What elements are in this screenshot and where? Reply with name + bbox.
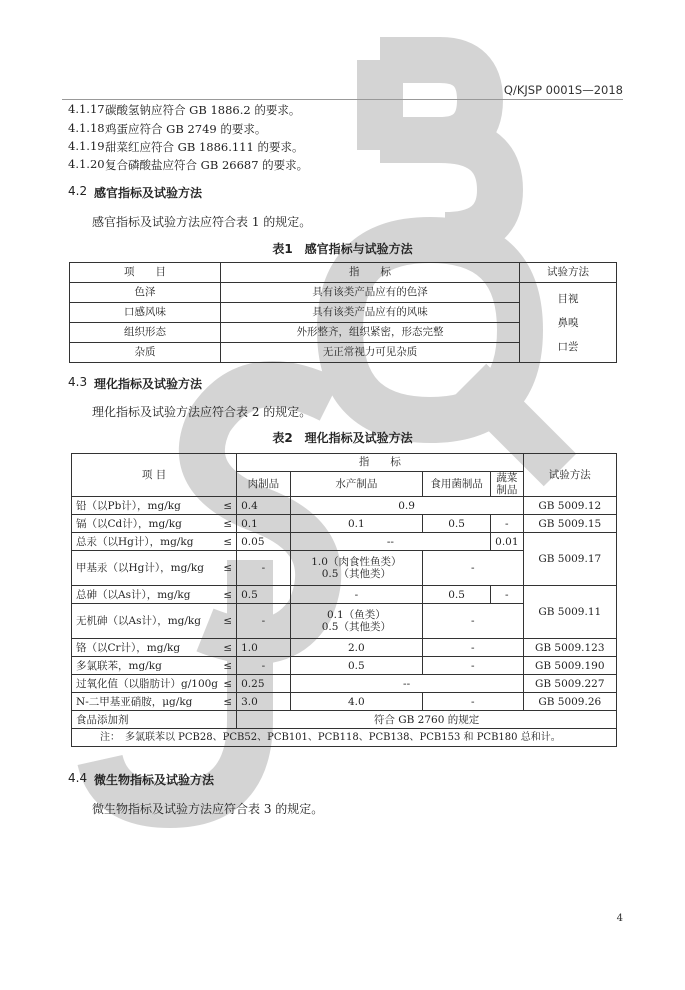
- row-index: 外形整齐，组织紧密，形态完整: [221, 323, 520, 343]
- table-row: [72, 639, 617, 657]
- section-number: 4.3: [68, 375, 88, 389]
- method: GB 5009.190: [523, 657, 616, 675]
- value-additives: 符合 GB 2760 的规定: [237, 711, 617, 729]
- method-smell: 鼻嗅: [557, 316, 579, 329]
- value-aquatic: 4.0: [290, 693, 422, 711]
- value-meat: -: [237, 551, 291, 586]
- header-rule: [62, 99, 623, 100]
- clause-4-1-18: [68, 121, 266, 137]
- value-rest: -: [423, 604, 524, 639]
- section-number: 4.2: [68, 184, 88, 198]
- table-row: [70, 283, 617, 303]
- section-4-3-paragraph: 理化指标及试验方法应符合表 2 的规定。: [92, 405, 312, 419]
- clause-4-1-20: [68, 157, 308, 173]
- row-label: 铅（以Pb计），mg/kg ≤: [72, 497, 237, 515]
- row-label: 食品添加剂: [72, 711, 237, 729]
- table-note: 注： 多氯联苯以 PCB28、PCB52、PCB101、PCB118、PCB138、PCB153 和 PCB180 总和计。: [72, 729, 617, 747]
- value-meat: 0.4: [237, 497, 291, 515]
- method-visual: 目视: [557, 292, 579, 305]
- clause-4-1-19: [68, 139, 303, 155]
- row-label: 多氯联苯，mg/kg ≤: [72, 657, 237, 675]
- section-4-4-paragraph: 微生物指标及试验方法应符合表 3 的规定。: [92, 802, 324, 816]
- subheader-vegetable: 蔬菜制品: [491, 472, 523, 497]
- value-mid: --: [290, 533, 490, 551]
- section-4-3-heading: [68, 375, 202, 392]
- value-aquatic: 1.0（肉食性鱼类） 0.5（其他类）: [290, 551, 422, 586]
- section-title: 理化指标及试验方法: [94, 377, 203, 391]
- table-note-row: [72, 729, 617, 747]
- header-index: 指 标: [237, 454, 523, 472]
- value-fungi: 0.5: [423, 515, 491, 533]
- subheader-fungi: 食用菌制品: [423, 472, 491, 497]
- table-row: [72, 675, 617, 693]
- value-meat: 3.0: [237, 693, 291, 711]
- clause-number: 4.1.17: [68, 102, 105, 116]
- row-item: 口感风味: [70, 303, 221, 323]
- value-fungi: 0.5: [423, 586, 491, 604]
- method: GB 5009.12: [523, 497, 616, 515]
- clause-4-1-17: [68, 102, 300, 118]
- section-number: 4.4: [68, 771, 88, 785]
- row-item: 杂质: [70, 343, 221, 363]
- method: GB 5009.11: [523, 586, 616, 639]
- physicochemical-table: [71, 453, 617, 747]
- value-meat: -: [237, 657, 291, 675]
- table-row: [72, 515, 617, 533]
- row-label: 铬（以Cr计），mg/kg ≤: [72, 639, 237, 657]
- table-row: [72, 657, 617, 675]
- value-meat: -: [237, 604, 291, 639]
- doc-code: Q/KJSP 0001S—2018: [503, 83, 623, 97]
- clause-text: 碳酸氢钠应符合 GB 1886.2 的要求。: [105, 103, 301, 117]
- table1-caption: 表1 感官指标与试验方法: [272, 242, 413, 256]
- section-4-2-heading: [68, 184, 202, 201]
- subheader-aquatic: 水产制品: [290, 472, 422, 497]
- section-4-2-paragraph: 感官指标及试验方法应符合表 1 的规定。: [92, 215, 312, 229]
- method: GB 5009.123: [523, 639, 616, 657]
- row-label: 总砷（以As计），mg/kg ≤: [72, 586, 237, 604]
- table2-caption: 表2 理化指标及试验方法: [272, 431, 413, 445]
- value-other: 0.9: [290, 497, 523, 515]
- header-method: 试验方法: [520, 263, 617, 283]
- header-item: 项 目: [72, 454, 237, 497]
- subheader-meat: 肉制品: [237, 472, 291, 497]
- row-index: 具有该类产品应有的风味: [221, 303, 520, 323]
- value-meat: 0.05: [237, 533, 291, 551]
- value-rest: -: [423, 657, 524, 675]
- table-row: [72, 693, 617, 711]
- value-rest: --: [290, 675, 523, 693]
- clause-number: 4.1.20: [68, 157, 105, 171]
- row-index: 具有该类产品应有的色泽: [221, 283, 520, 303]
- value-meat: 1.0: [237, 639, 291, 657]
- section-title: 微生物指标及试验方法: [94, 773, 215, 787]
- section-4-4-heading: [68, 771, 214, 788]
- value-meat: 0.25: [237, 675, 291, 693]
- clause-number: 4.1.18: [68, 121, 105, 135]
- value-aquatic: 0.1: [290, 515, 422, 533]
- table-header-row: [70, 263, 617, 283]
- value-aquatic: -: [290, 586, 422, 604]
- method-taste: 口尝: [557, 340, 579, 353]
- clause-number: 4.1.19: [68, 139, 105, 153]
- value-rest: -: [423, 639, 524, 657]
- value-vegetable: 0.01: [491, 533, 523, 551]
- row-label: N-二甲基亚硝胺，μg/kg ≤: [72, 693, 237, 711]
- row-label: 甲基汞（以Hg计），mg/kg ≤: [72, 551, 237, 586]
- method: GB 5009.26: [523, 693, 616, 711]
- row-label: 过氧化值（以脂肪计）g/100g ≤: [72, 675, 237, 693]
- table-row: [72, 533, 617, 551]
- row-item: 组织形态: [70, 323, 221, 343]
- clause-text: 甜菜红应符合 GB 1886.111 的要求。: [105, 140, 304, 154]
- value-vegetable: -: [491, 515, 523, 533]
- value-aquatic: 0.1（鱼类） 0.5（其他类）: [290, 604, 422, 639]
- row-item: 色泽: [70, 283, 221, 303]
- table-header-row: [72, 454, 617, 472]
- row-index: 无正常视力可见杂质: [221, 343, 520, 363]
- header-item: 项 目: [70, 263, 221, 283]
- clause-text: 鸡蛋应符合 GB 2749 的要求。: [105, 122, 267, 136]
- header-method: 试验方法: [523, 454, 616, 497]
- method: GB 5009.15: [523, 515, 616, 533]
- page-number: 4: [616, 913, 623, 924]
- table-row: [72, 586, 617, 604]
- table-row: [72, 497, 617, 515]
- sensory-table: [69, 262, 617, 363]
- value-meat: 0.5: [237, 586, 291, 604]
- value-vegetable: -: [491, 586, 523, 604]
- value-rest: -: [423, 551, 524, 586]
- method-cell: [520, 283, 617, 363]
- section-title: 感官指标及试验方法: [94, 186, 203, 200]
- clause-text: 复合磷酸盐应符合 GB 26687 的要求。: [105, 158, 309, 172]
- row-label: 总汞（以Hg计），mg/kg ≤: [72, 533, 237, 551]
- value-aquatic: 2.0: [290, 639, 422, 657]
- value-meat: 0.1: [237, 515, 291, 533]
- header-index: 指 标: [221, 263, 520, 283]
- table-row: [72, 711, 617, 729]
- value-aquatic: 0.5: [290, 657, 422, 675]
- value-rest: -: [423, 693, 524, 711]
- row-label: 镉（以Cd计），mg/kg ≤: [72, 515, 237, 533]
- method: GB 5009.17: [523, 533, 616, 586]
- row-label: 无机砷（以As计），mg/kg ≤: [72, 604, 237, 639]
- method: GB 5009.227: [523, 675, 616, 693]
